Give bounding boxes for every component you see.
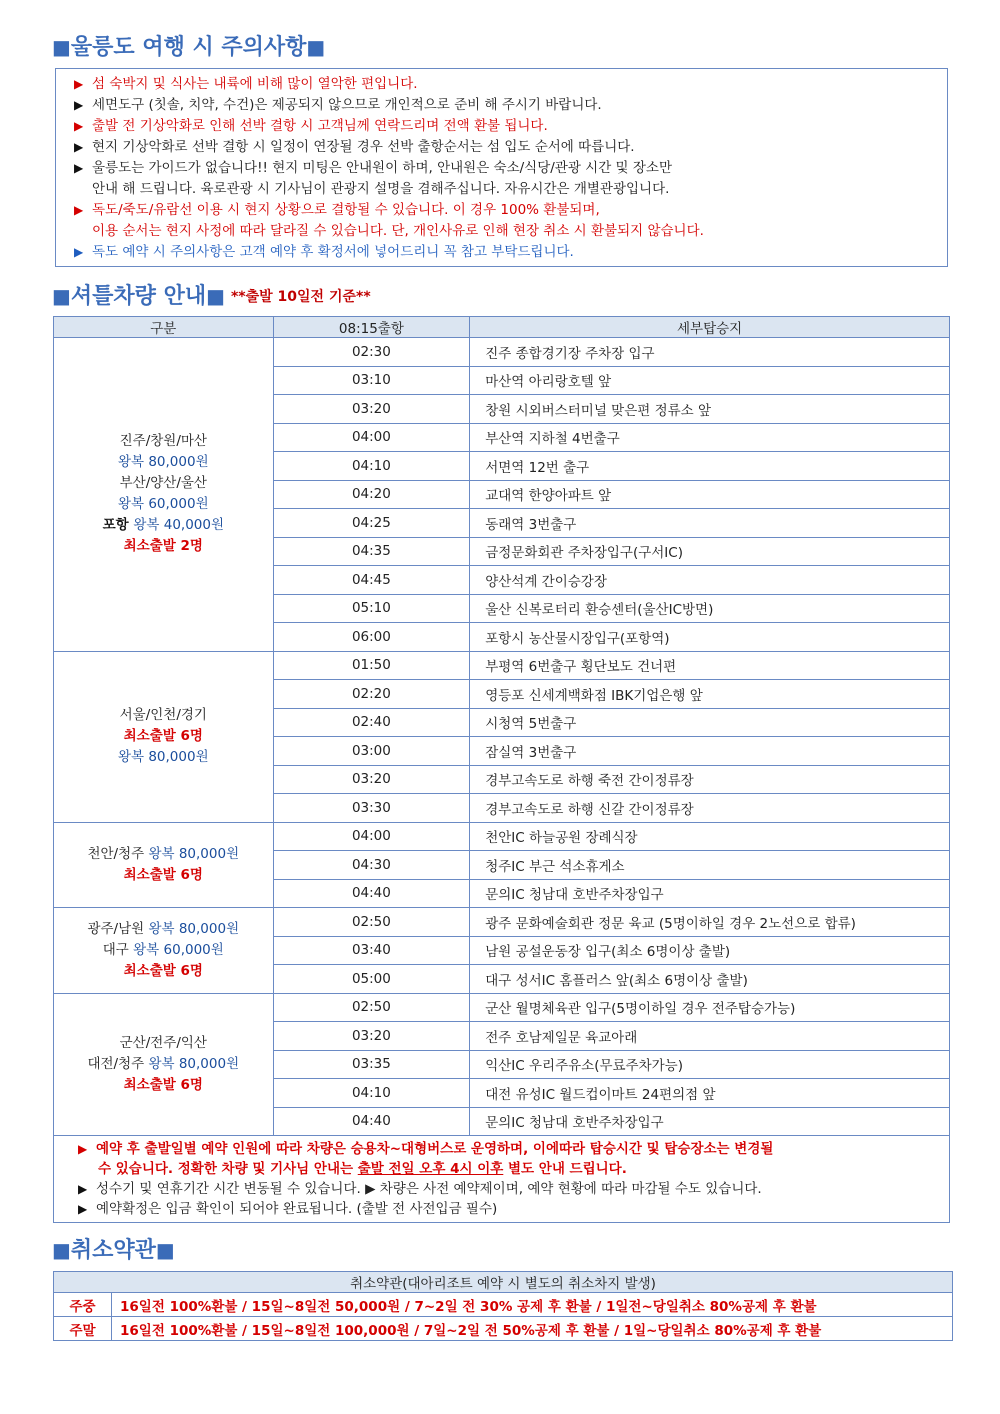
region-line: 진주/창원/마산 bbox=[119, 433, 207, 450]
region-line: 군산/전주/익산 bbox=[119, 1034, 207, 1051]
region-line: 대전/청주 왕복 80,000원 bbox=[87, 1055, 240, 1072]
pickup-location: 창원 시외버스터미널 맞은편 정류소 앞 bbox=[470, 395, 950, 424]
notice-line: ▶ 섬 숙박지 및 식사는 내륙에 비해 많이 열악한 편입니다. bbox=[74, 74, 947, 95]
region-cell bbox=[54, 338, 274, 652]
departure-time: 03:40 bbox=[273, 936, 470, 965]
shuttle-section-title: ■셔틀차량 안내■ **출발 10일전 기준** bbox=[52, 284, 371, 309]
departure-time: 04:40 bbox=[273, 879, 470, 908]
departure-time: 04:40 bbox=[273, 1107, 470, 1136]
arrow-icon: ▶ bbox=[74, 140, 84, 154]
square-icon: ■ bbox=[52, 35, 71, 59]
pickup-location: 문의IC 청남대 호반주차장입구 bbox=[470, 1107, 950, 1136]
cancel-row bbox=[54, 1293, 953, 1317]
departure-time: 02:20 bbox=[273, 680, 470, 709]
departure-time: 03:20 bbox=[273, 395, 470, 424]
region-line: 대구 왕복 60,000원 bbox=[102, 941, 224, 958]
notice-line: ▶ 독도 예약 시 주의사항은 고객 예약 후 확정서에 넣어드리니 꼭 참고 부탁드립니다. bbox=[74, 242, 947, 263]
region-line: 최소출발 6명 bbox=[123, 728, 203, 744]
header-category: 구분 bbox=[54, 317, 274, 338]
departure-time: 06:00 bbox=[273, 623, 470, 652]
shuttle-note: 수 있습니다. 정확한 차량 및 기사님 안내는 출발 전일 오후 4시 이후 별도 안내 드립니다. bbox=[98, 1161, 627, 1177]
departure-time: 04:00 bbox=[273, 822, 470, 851]
pickup-location: 금정문화회관 주차장입구(구서IC) bbox=[470, 537, 950, 566]
pickup-location: 천안IC 하늘공원 장례식장 bbox=[470, 822, 950, 851]
arrow-icon: ▶ bbox=[74, 98, 84, 112]
region-line: 최소출발 2명 bbox=[123, 538, 203, 555]
departure-time: 02:40 bbox=[273, 708, 470, 737]
region-line: 서울/인천/경기 bbox=[119, 707, 207, 723]
departure-time: 01:50 bbox=[273, 651, 470, 680]
pickup-location: 동래역 3번출구 bbox=[470, 509, 950, 538]
shuttle-note: ▶ 예약 후 출발일별 예약 인원에 따라 차량은 승용차~대형버스로 운영하며, 이에따라 탑승시간 및 탑승장소는 변경될 bbox=[78, 1141, 774, 1157]
square-icon: ■ bbox=[306, 35, 326, 59]
departure-time: 05:00 bbox=[273, 965, 470, 994]
departure-time: 04:20 bbox=[273, 480, 470, 509]
departure-time: 04:00 bbox=[273, 423, 470, 452]
pickup-location: 포항시 농산물시장입구(포항역) bbox=[470, 623, 950, 652]
cancel-header: 취소약관(대아리조트 예약 시 별도의 취소차지 발생) bbox=[54, 1272, 953, 1293]
departure-time: 03:00 bbox=[273, 737, 470, 766]
pickup-location: 군산 월명체육관 입구(5명이하일 경우 전주탑승가능) bbox=[470, 993, 950, 1022]
departure-time: 02:50 bbox=[273, 908, 470, 937]
header-departure: 08:15출항 bbox=[273, 317, 470, 338]
pickup-location: 양산석계 간이승강장 bbox=[470, 566, 950, 595]
region-line: 부산/양산/울산 bbox=[119, 475, 207, 492]
notice-line: ▶ 독도/죽도/유람선 이용 시 현지 상황으로 결항될 수 있습니다. 이 경우 100% 환불되며, bbox=[74, 200, 947, 221]
region-cell bbox=[54, 993, 274, 1136]
shuttle-row bbox=[54, 651, 950, 680]
shuttle-header-row bbox=[54, 317, 950, 338]
region-line: 왕복 60,000원 bbox=[117, 496, 209, 513]
departure-time: 04:10 bbox=[273, 1079, 470, 1108]
departure-time: 04:10 bbox=[273, 452, 470, 481]
region-line: 최소출발 6명 bbox=[123, 866, 203, 883]
arrow-icon: ▶ bbox=[74, 119, 84, 133]
region-line: 최소출발 6명 bbox=[123, 1076, 203, 1093]
arrow-icon: ▶ bbox=[74, 161, 84, 175]
region-line: 왕복 80,000원 bbox=[117, 454, 209, 471]
square-icon: ■ bbox=[52, 1238, 71, 1262]
notice-line: 이용 순서는 현지 사정에 따라 달라질 수 있습니다. 단, 개인사유로 인해 현장 취소 시 환불되지 않습니다. bbox=[92, 223, 704, 239]
shuttle-subtitle: **출발 10일전 기준** bbox=[230, 289, 371, 305]
pickup-location: 부산역 지하철 4번출구 bbox=[470, 423, 950, 452]
pickup-location: 경부고속도로 하행 죽전 간이정류장 bbox=[470, 765, 950, 794]
cancel-row bbox=[54, 1317, 953, 1341]
notice-line: ▶ 세면도구 (칫솔, 치약, 수건)은 제공되지 않으므로 개인적으로 준비 해 주시기 바랍니다. bbox=[74, 95, 947, 116]
cancel-policy-table bbox=[53, 1271, 953, 1341]
departure-time: 05:10 bbox=[273, 594, 470, 623]
region-line: 천안/청주 왕복 80,000원 bbox=[87, 845, 240, 862]
region-line: 광주/남원 왕복 80,000원 bbox=[87, 920, 240, 937]
shuttle-row bbox=[54, 993, 950, 1022]
region-line: 최소출발 6명 bbox=[123, 962, 203, 979]
notice-section-title: ■울릉도 여행 시 주의사항■ bbox=[52, 35, 326, 60]
region-line: 포항 왕복 40,000원 bbox=[102, 517, 225, 534]
cancel-row-value: 16일전 100%환불 / 15일~8일전 50,000원 / 7~2일 전 30% 공제 후 환불 / 1일전~당일취소 80%공제 후 환불 bbox=[112, 1293, 953, 1317]
shuttle-note: ▶ 성수기 및 연휴기간 시간 변동될 수 있습니다. ▶ 차량은 사전 예약제이며, 예약 현황에 따라 마감될 수도 있습니다. bbox=[78, 1181, 762, 1197]
pickup-location: 광주 문화예술회관 정문 육교 (5명이하일 경우 2노선으로 합류) bbox=[470, 908, 950, 937]
pickup-location: 울산 신복로터리 환승센터(울산IC방면) bbox=[470, 594, 950, 623]
arrow-icon: ▶ bbox=[74, 203, 84, 217]
square-icon: ■ bbox=[206, 284, 225, 308]
notice-line: ▶ 울릉도는 가이드가 없습니다!! 현지 미팅은 안내원이 하며, 안내원은 숙소/식당/관광 시간 및 장소만 bbox=[74, 158, 947, 179]
departure-time: 03:20 bbox=[273, 1022, 470, 1051]
departure-time: 04:45 bbox=[273, 566, 470, 595]
pickup-location: 부평역 6번출구 횡단보도 건너편 bbox=[470, 651, 950, 680]
departure-time: 04:30 bbox=[273, 851, 470, 880]
departure-time: 03:10 bbox=[273, 366, 470, 395]
departure-time: 03:30 bbox=[273, 794, 470, 823]
header-pickup: 세부탑승지 bbox=[470, 317, 950, 338]
departure-time: 02:50 bbox=[273, 993, 470, 1022]
region-cell bbox=[54, 822, 274, 908]
square-icon: ■ bbox=[155, 1238, 175, 1262]
pickup-location: 시청역 5번출구 bbox=[470, 708, 950, 737]
cancel-row-key: 주말 bbox=[54, 1317, 112, 1341]
cancel-row-key: 주중 bbox=[54, 1293, 112, 1317]
square-icon: ■ bbox=[52, 284, 71, 308]
arrow-icon: ▶ bbox=[74, 77, 84, 91]
arrow-icon: ▶ bbox=[74, 245, 84, 259]
departure-time: 03:35 bbox=[273, 1050, 470, 1079]
departure-time: 02:30 bbox=[273, 338, 470, 367]
cancel-row-value: 16일전 100%환불 / 15일~8일전 100,000원 / 7일~2일 전 50%공제 후 환불 / 1일~당일취소 80%공제 후 환불 bbox=[112, 1317, 953, 1341]
pickup-location: 경부고속도로 하행 신갈 간이정류장 bbox=[470, 794, 950, 823]
pickup-location: 청주IC 부근 석소휴게소 bbox=[470, 851, 950, 880]
shuttle-row bbox=[54, 822, 950, 851]
notice-line: ▶ 현지 기상악화로 선박 결항 시 일정이 연장될 경우 선박 출항순서는 섬 입도 순서에 따릅니다. bbox=[74, 137, 947, 158]
arrow-icon: ▶ bbox=[78, 1142, 88, 1156]
shuttle-note: ▶ 예약확정은 입금 확인이 되어야 완료됩니다. (출발 전 사전입금 필수) bbox=[78, 1201, 498, 1217]
region-line: 왕복 80,000원 bbox=[117, 749, 209, 765]
region-cell bbox=[54, 908, 274, 994]
departure-time: 04:35 bbox=[273, 537, 470, 566]
pickup-location: 대구 성서IC 홈플러스 앞(최소 6명이상 출발) bbox=[470, 965, 950, 994]
pickup-location: 전주 호남제일문 육교아래 bbox=[470, 1022, 950, 1051]
pickup-location: 교대역 한양아파트 앞 bbox=[470, 480, 950, 509]
pickup-location: 진주 종합경기장 주차장 입구 bbox=[470, 338, 950, 367]
notice-line: ▶ 출발 전 기상악화로 인해 선박 결항 시 고객님께 연락드리며 전액 환불 됩니다. bbox=[74, 116, 947, 137]
pickup-location: 영등포 신세계백화점 IBK기업은행 앞 bbox=[470, 680, 950, 709]
shuttle-table bbox=[53, 316, 950, 1136]
departure-time: 03:20 bbox=[273, 765, 470, 794]
pickup-location: 문의IC 청남대 호반주차장입구 bbox=[470, 879, 950, 908]
pickup-location: 익산IC 우리주유소(무료주차가능) bbox=[470, 1050, 950, 1079]
cancel-section-title: ■취소약관■ bbox=[52, 1238, 175, 1263]
pickup-location: 서면역 12번 출구 bbox=[470, 452, 950, 481]
arrow-icon: ▶ bbox=[78, 1202, 88, 1216]
pickup-location: 대전 유성IC 월드컵이마트 24편의점 앞 bbox=[470, 1079, 950, 1108]
pickup-location: 마산역 아리랑호텔 앞 bbox=[470, 366, 950, 395]
arrow-icon: ▶ bbox=[78, 1182, 88, 1196]
pickup-location: 잠실역 3번출구 bbox=[470, 737, 950, 766]
region-cell bbox=[54, 651, 274, 822]
shuttle-notes bbox=[53, 1136, 950, 1223]
shuttle-row bbox=[54, 338, 950, 367]
pickup-location: 남원 공설운동장 입구(최소 6명이상 출발) bbox=[470, 936, 950, 965]
notice-line: 안내 해 드립니다. 육로관광 시 기사님이 관광지 설명을 겸해주십니다. 자유시간은 개별관광입니다. bbox=[92, 181, 670, 197]
shuttle-row bbox=[54, 908, 950, 937]
notice-box bbox=[55, 68, 948, 267]
departure-time: 04:25 bbox=[273, 509, 470, 538]
